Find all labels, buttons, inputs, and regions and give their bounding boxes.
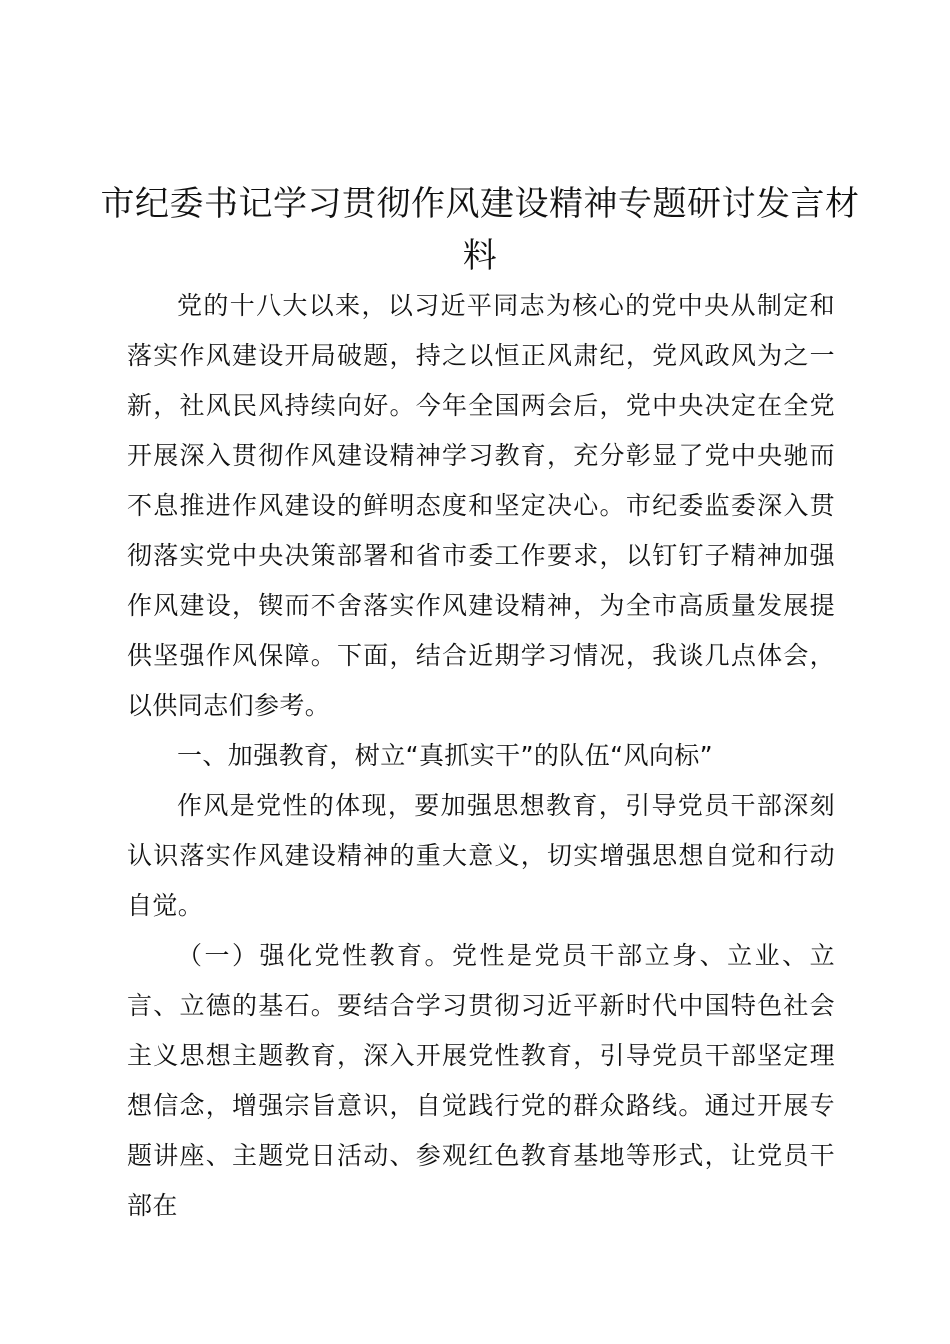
document-body — [127, 281, 835, 1231]
section-intro-paragraph: 作风是党性的体现，要加强思想教育，引导党员干部深刻认识落实作风建设精神的重大意义，切实增强思想自觉和行动自觉。 — [127, 791, 835, 920]
intro-paragraph: 党的十八大以来，以习近平同志为核心的党中央从制定和落实作风建设开局破题，持之以恒正风肃纪，党风政风为之一新，社风民风持续向好。今年全国两会后，党中央决定在全党开展深入贯彻作风建设精神学习教育，充分彰显了党中央驰而不息推进作风建设的鲜明态度和坚定决心。市纪委监委深入贯彻落实党中央决策部署和省市委工作要求，以钉钉子精神加强作风建设，锲而不舍落实作风建设精神，为全市高质量发展提供坚强作风保障。下面，结合近期学习情况，我谈几点体会，以供同志们参考。 — [127, 291, 835, 720]
subsection-paragraph: （一）强化党性教育。党性是党员干部立身、立业、立言、立德的基石。要结合学习贯彻习近平新时代中国特色社会主义思想主题教育，深入开展党性教育，引导党员干部坚定理想信念，增强宗旨意识，自觉践行党的群众路线。通过开展专题讲座、主题党日活动、参观红色教育基地等形式，让党员干部在 — [127, 941, 835, 1220]
section-heading: 一、加强教育，树立“真抓实干”的队伍“风向标” — [177, 741, 714, 770]
document-title: 市纪委书记学习贯彻作风建设精神专题研讨发言材料 — [100, 184, 860, 276]
